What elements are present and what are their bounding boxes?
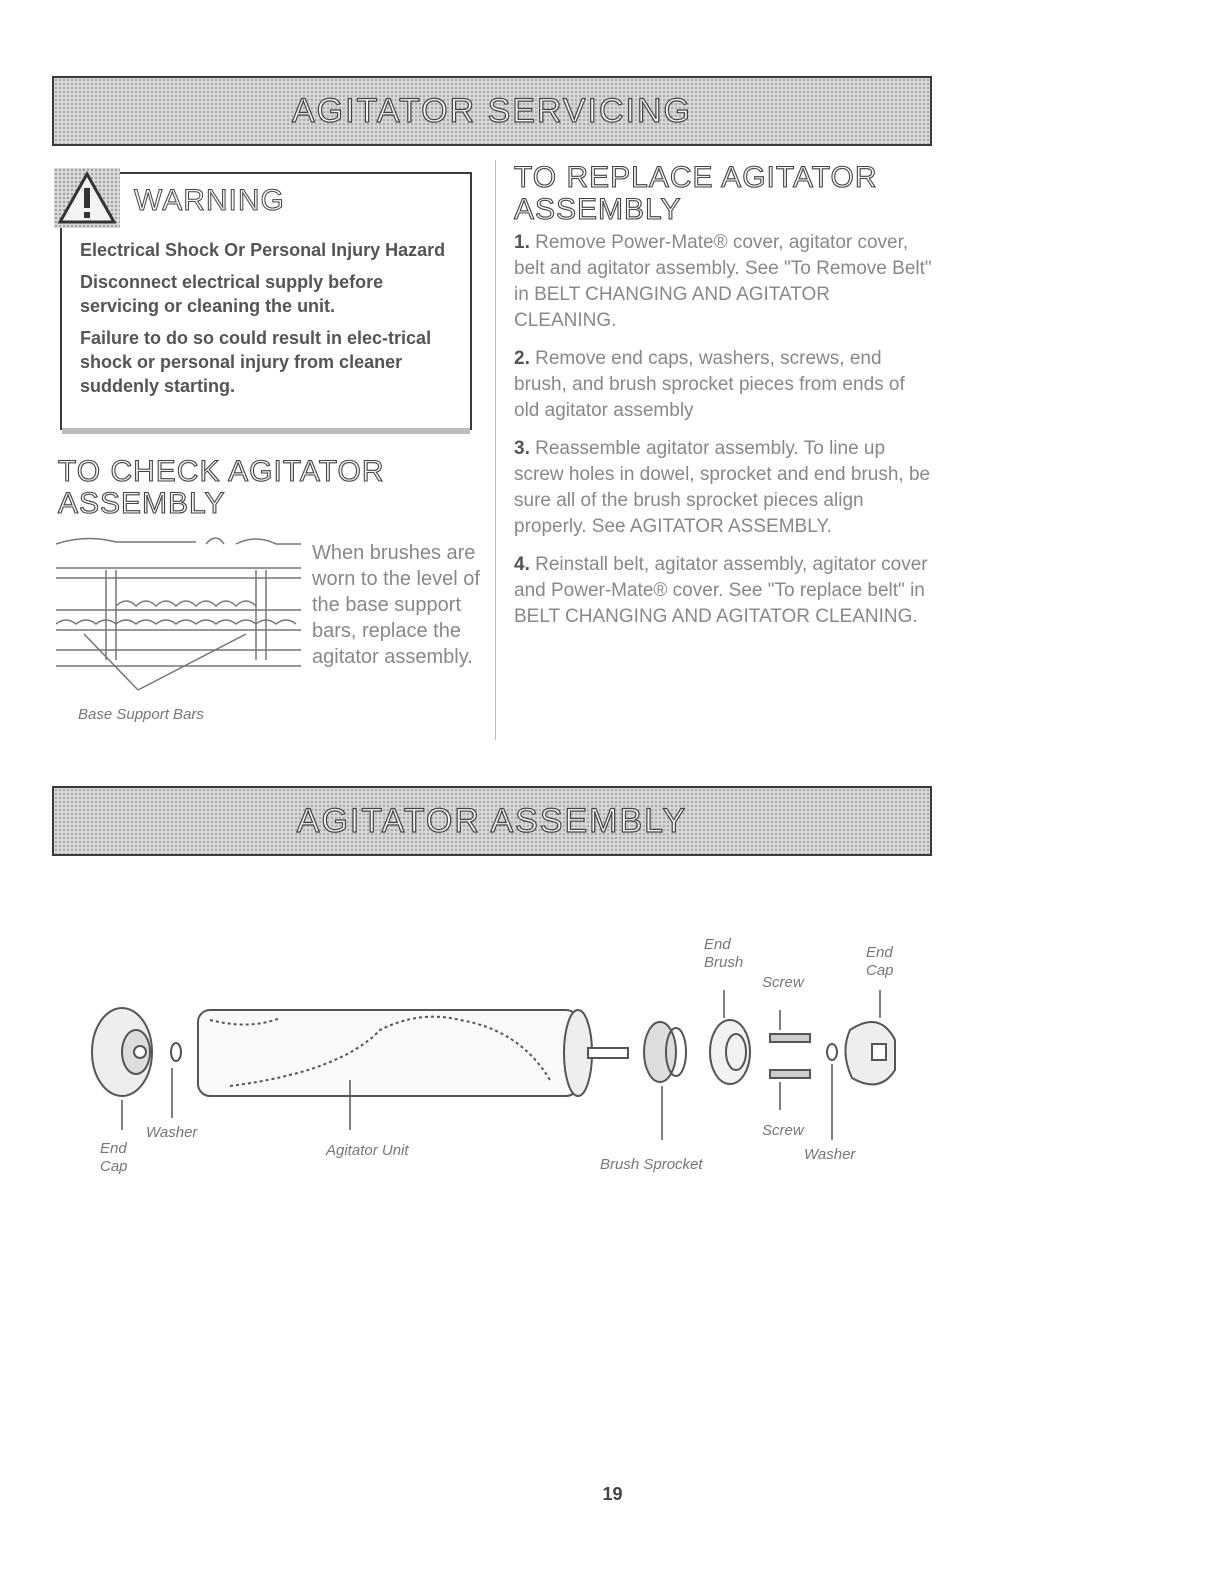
step-text: Reinstall belt, agitator assembly, agitator cover and Power-Mate® cover. See "To replace belt" in BELT CHANGING AND AGITATOR CLEANING. [514,554,928,627]
warning-icon [54,168,120,228]
warning-hazard: Electrical Shock Or Personal Injury Hazard [80,240,446,260]
step-number: 4. [514,554,530,575]
step-item [514,436,934,540]
label-washer-right: Washer [804,1146,856,1163]
banner-assembly-title: AGITATOR ASSEMBLY [296,801,688,840]
label-end-brush: End Brush [704,936,744,971]
section-banner-assembly [52,786,932,856]
label-brush-sprocket: Brush Sprocket [600,1156,703,1173]
label-screw-top: Screw [762,974,804,991]
label-screw-bottom: Screw [762,1122,804,1139]
warning-title: WARNING [134,184,285,217]
step-number: 2. [514,348,530,369]
banner-servicing-title: AGITATOR SERVICING [292,91,692,130]
column-divider [495,160,496,740]
agitator-exploded-diagram [80,990,920,1140]
label-end-cap-right: End Cap [866,944,894,979]
replace-steps [514,230,934,642]
label-washer-left: Washer [146,1124,198,1141]
section-banner-servicing [52,76,932,146]
step-item [514,346,934,424]
page-number: 19 [602,1484,623,1504]
check-agitator-text: When brushes are worn to the level of the base support bars, replace the agitator assembly. [312,542,480,668]
warning-box [60,172,472,430]
replace-agitator-title: TO REPLACE AGITATOR ASSEMBLY [514,161,878,226]
label-end-cap-left: End Cap [100,1140,128,1175]
step-text: Remove end caps, washers, screws, end brush, and brush sprocket pieces from ends of old agitator assembly [514,348,905,421]
base-support-caption: Base Support Bars [78,706,204,723]
step-text: Reassemble agitator assembly. To line up screw holes in dowel, sprocket and end brush, be sure all of the brush sprocket pieces align properly. See AGITATOR ASSEMBLY. [514,438,931,537]
step-item [514,230,934,334]
warning-instruction: Disconnect electrical supply before servicing or cleaning the unit. [80,272,384,316]
step-number: 1. [514,232,530,253]
step-item [514,552,934,630]
step-text: Remove Power-Mate® cover, agitator cover, belt and agitator assembly. See "To Remove Belt" in BELT CHANGING AND AGITATOR CLEANING. [514,232,932,331]
warning-base-bar [62,428,470,434]
base-support-illustration [56,530,306,700]
check-agitator-title: TO CHECK AGITATOR ASSEMBLY [58,455,385,520]
warning-consequence: Failure to do so could result in elec-trical shock or personal injury from cleaner suddenly starting. [80,328,432,396]
step-number: 3. [514,438,530,459]
warning-body [80,238,460,406]
label-agitator-unit: Agitator Unit [326,1142,409,1159]
